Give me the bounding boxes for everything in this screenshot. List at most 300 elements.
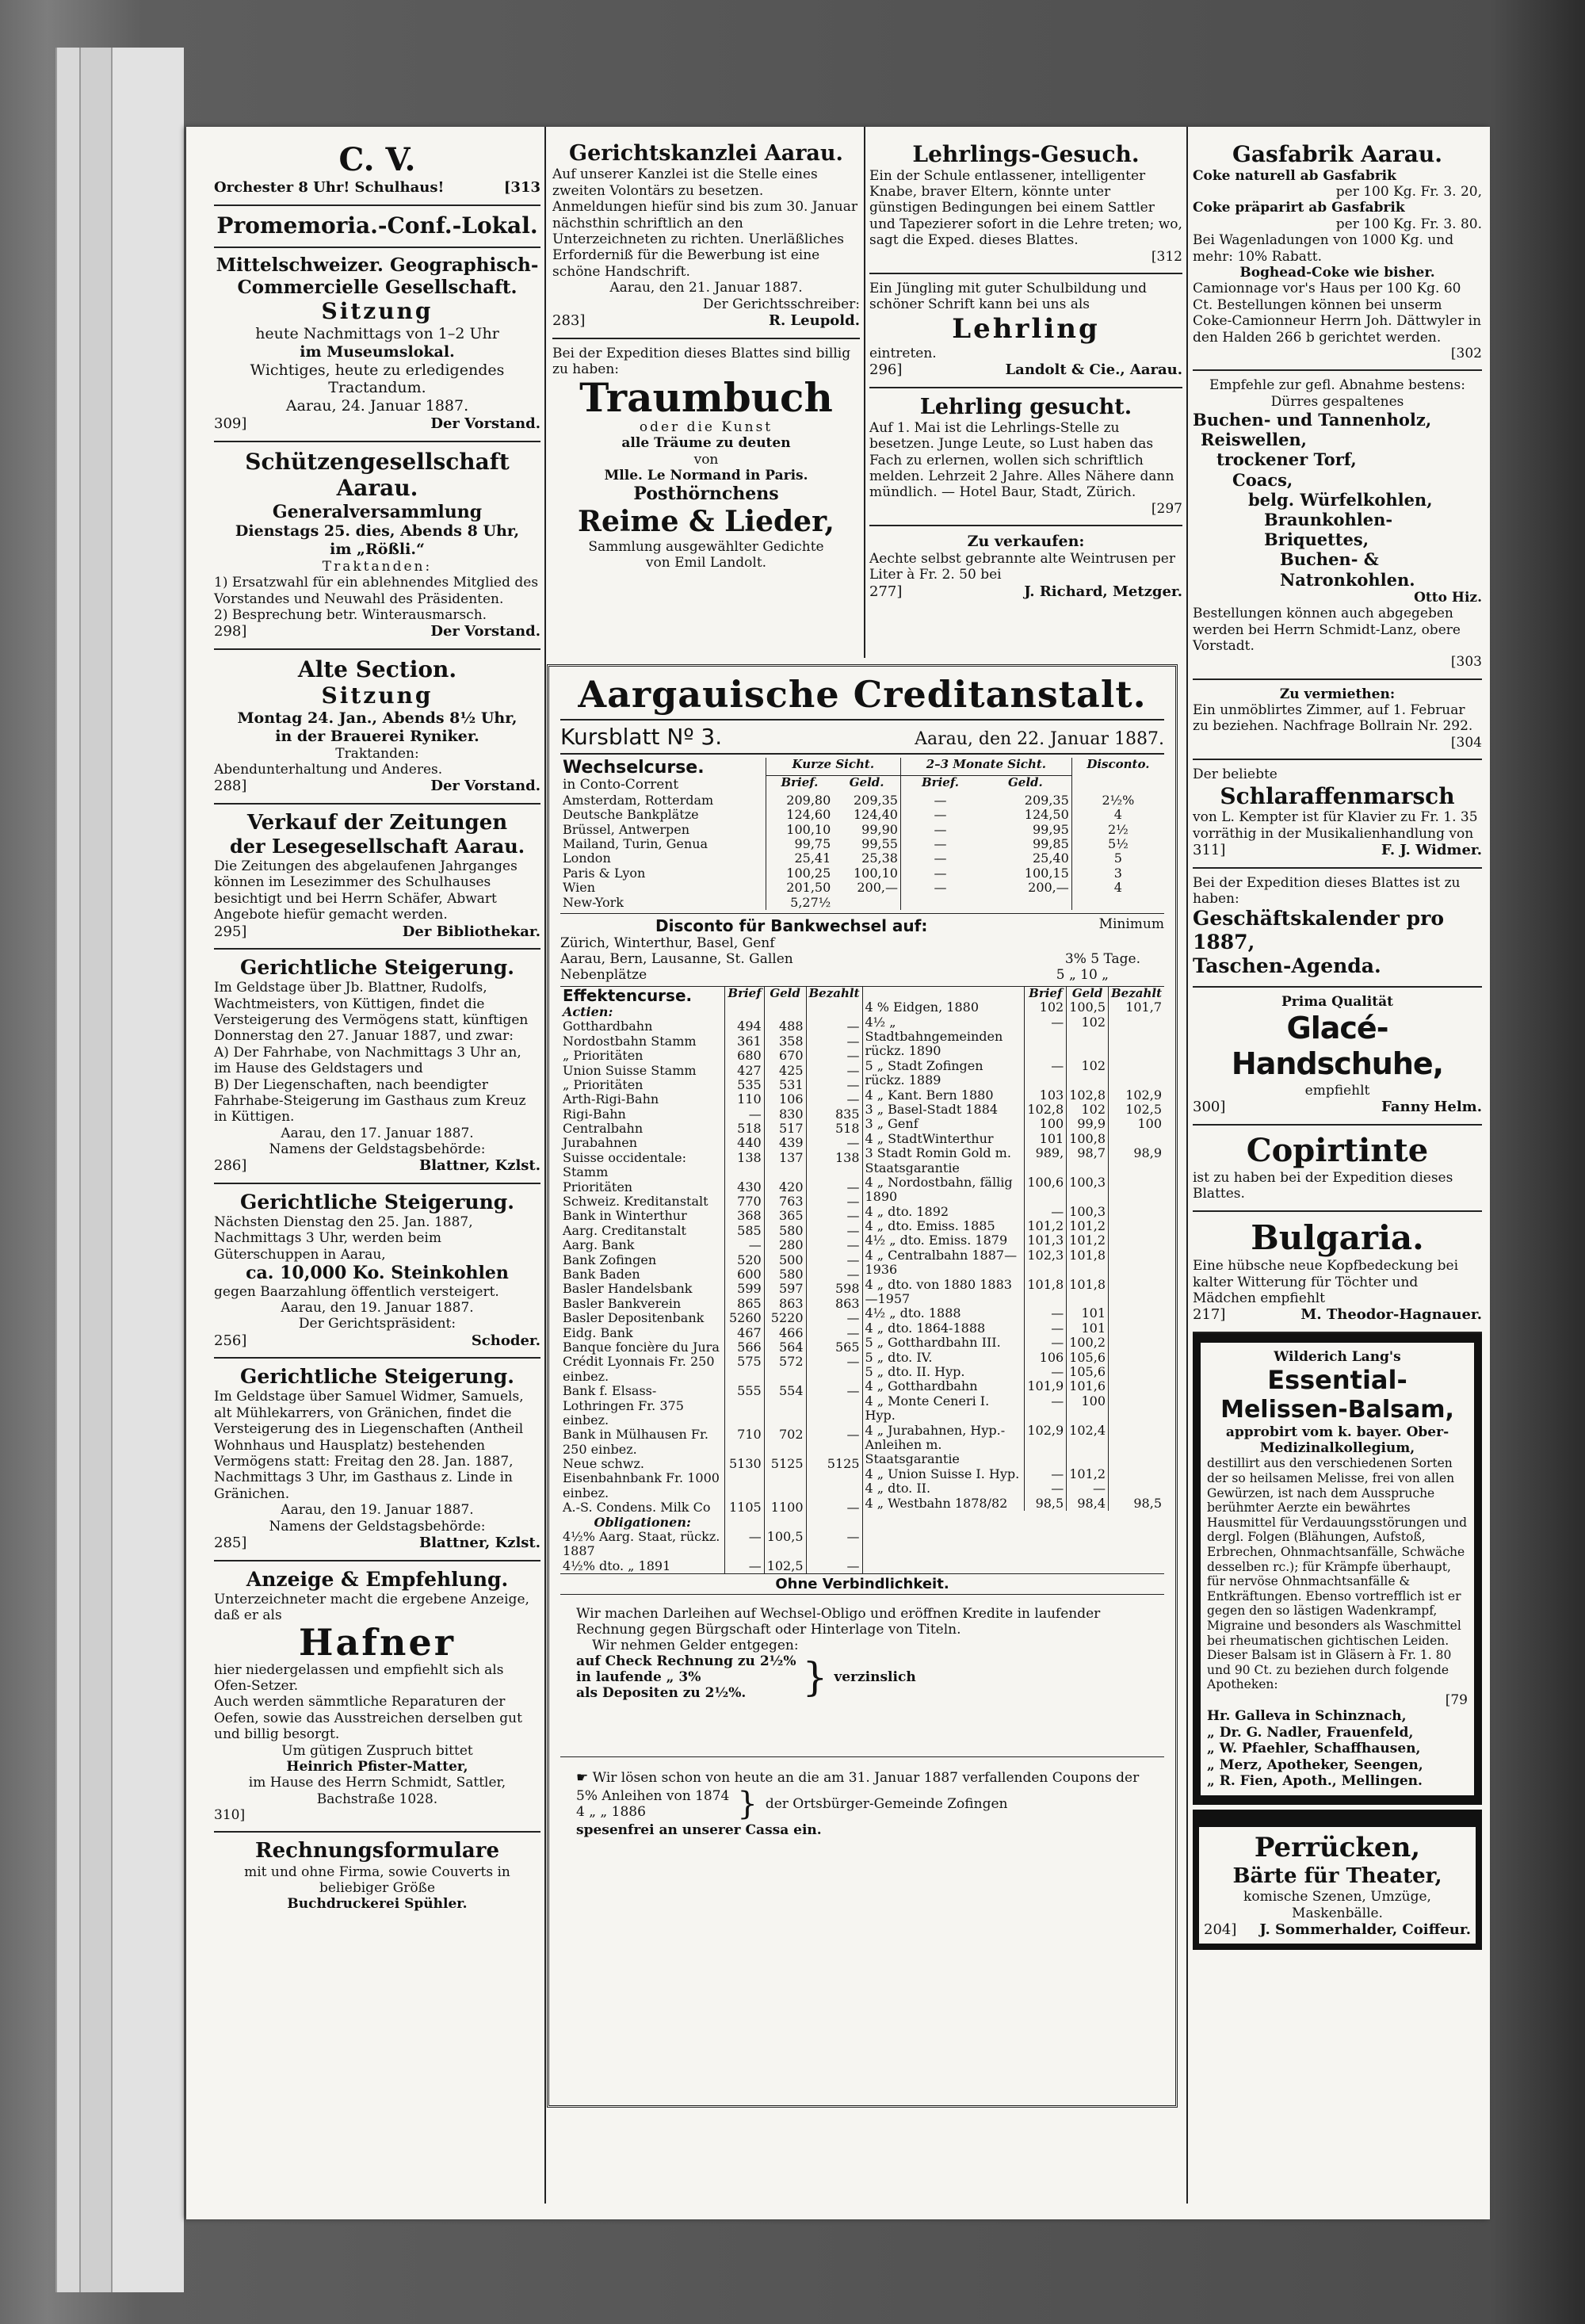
ad-ref: 288] — [214, 778, 247, 795]
actien-row — [560, 1224, 862, 1238]
ad-melissen-balsam — [1193, 1333, 1482, 1805]
ad-text: Eine hübsche neue Kopfbedeckung bei kalter Witterung für Töchter und Mädchen empfiehlt — [1193, 1258, 1459, 1306]
obligation-row — [863, 1336, 1165, 1350]
wechsel-title: Wechselcurse. — [563, 758, 705, 778]
actien-row — [560, 1034, 862, 1049]
ad-text: komische Szenen, Umzüge, Maskenbälle. — [1243, 1889, 1431, 1921]
wechsel-value: 100,15 — [1024, 865, 1069, 881]
ad-text: von Emil Landolt. — [645, 555, 767, 571]
effekten-value: 101,3 — [1025, 1233, 1067, 1248]
ad-lehrlings-gesuch — [869, 135, 1182, 274]
effekten-value: 440 — [725, 1136, 764, 1150]
disconto-min: Minimum — [1098, 915, 1164, 932]
column-rule — [1186, 127, 1188, 2204]
ad-text: hier niedergelassen und empfiehlt sich als Ofen-Setzer. — [214, 1661, 504, 1694]
actien-row — [560, 1457, 862, 1500]
actien-row — [560, 1064, 862, 1078]
ad-text: Der beliebte — [1193, 766, 1278, 783]
coupon-text: Wir lösen schon von heute an die am 31. Januar 1887 verfallenden Coupons der — [592, 1770, 1140, 1787]
effekten-value: 770 — [725, 1194, 764, 1209]
obligation-row — [863, 1132, 1165, 1146]
ad-ref: 296] — [869, 361, 903, 378]
effekten-value: 670 — [764, 1049, 806, 1063]
effekten-value: — — [1025, 1205, 1067, 1219]
ad-item: „ Dr. G. Nadler, Frauenfeld, — [1207, 1724, 1414, 1741]
effekten-value: 555 — [725, 1384, 764, 1428]
effekten-name: 4 % Eidgen, 1880 — [865, 1000, 979, 1015]
actien-row — [560, 1049, 862, 1063]
effekten-value: 5125 — [764, 1457, 806, 1500]
ad-text: Prima Qualität — [1281, 994, 1393, 1011]
effekten-value: 517 — [764, 1122, 806, 1136]
ad-item: „ Merz, Apotheker, Seengen, — [1207, 1756, 1423, 1773]
effekten-value: — — [806, 1034, 862, 1049]
wechsel-value: — — [900, 823, 980, 837]
ad-rechnung — [214, 1833, 540, 1920]
ad-steigerung-1 — [214, 950, 540, 1184]
ad-title: Bulgaria. — [1251, 1217, 1424, 1257]
ad-title: Schlaraffenmarsch — [1220, 782, 1455, 809]
ad-signature: R. Leupold. — [769, 312, 860, 329]
ad-ref: 277] — [869, 583, 903, 600]
ad-text: Namens der Geldstagsbehörde: — [269, 1518, 486, 1535]
effekten-value: 101,2 — [1067, 1219, 1109, 1233]
ad-lehrling-gesucht — [869, 388, 1182, 527]
ad-text: empfiehlt — [1304, 1082, 1370, 1099]
effekten-value: — — [806, 1064, 862, 1078]
wechsel-value: 124,50 — [1024, 807, 1069, 823]
effekten-value: 488 — [764, 1019, 806, 1034]
wechsel-value — [1071, 896, 1164, 910]
effekten-title: Effektencurse. — [563, 985, 693, 1005]
ad-text: Die Zeitungen des abgelaufenen Jahrganges können im Lesezimmer des Schulhauses besichtigt und bei Herrn Schäfer, Abwart Angebote hiefür gemacht werden. — [214, 858, 518, 923]
wechsel-value: 2½% — [1071, 793, 1164, 808]
darleihen-note: verzinslich — [834, 1669, 916, 1686]
wechsel-value: 5,27½ — [766, 896, 833, 910]
disconto-row: Nebenplätze — [560, 966, 647, 983]
ad-juengling — [869, 274, 1182, 388]
ad-text: destillirt aus den verschiedenen Sorten der so heilsamen Melisse, frei von allen Gewürzen, ist nach dem Ausspruche berühmter Aerzte ein bewährtes Hausmittel für Verdauungsstörungen und dergl. Folgen (Blähungen, Aufstoß, Erbrechen, Ohnmachtsanfälle, Schwäche desselben rc.); für Krämpfe überhaupt, für nervöse Ohnmachtsanfälle & Entkräftungen. Ebenso vortrefflich ist er gegen den so lästigen Wadenkrampf, Migraine und besonders als Waschmittel bei rheumatischen gichtischen Leiden. — [1207, 1456, 1468, 1648]
wechsel-subtitle: in Conto-Corrent — [563, 777, 679, 793]
effekten-value: — — [725, 1530, 764, 1559]
ad-steigerung-2 — [214, 1184, 540, 1359]
disconto-value: 5 „ 10 „ — [1056, 966, 1109, 983]
effekten-value — [1109, 1351, 1165, 1365]
effekten-name: Aarg. Creditanstalt — [563, 1222, 686, 1238]
ad-text: approbirt vom k. bayer. Ober-Medizinalkollegium, — [1225, 1424, 1449, 1457]
effekten-name: 4 „ Nordostbahn, fällig 1890 — [865, 1174, 1013, 1205]
effekten-value: 101 — [1067, 1306, 1109, 1321]
column-4 — [1193, 135, 1482, 1950]
effekten-name: Basler Handelsbank — [563, 1281, 693, 1297]
obligation-row — [863, 1365, 1165, 1379]
effekten-name: Jurabahnen — [563, 1135, 638, 1151]
ad-text: alle Träume zu deuten — [621, 435, 791, 452]
effekten-value: 101,9 — [1025, 1379, 1067, 1393]
effekten-value: — — [806, 1019, 862, 1034]
effekten-name: Rigi-Bahn — [563, 1106, 626, 1122]
coupon-loan: 4 „ „ 1886 — [576, 1804, 646, 1821]
effekten-value: 572 — [764, 1355, 806, 1384]
actien-row — [560, 1151, 862, 1180]
ad-date: Aarau, 24. Januar 1887. — [285, 397, 469, 415]
wechsel-value: 99,75 — [766, 837, 833, 851]
disconto-row: Aarau, Bern, Lausanne, St. Gallen — [560, 950, 793, 967]
wechsel-row — [560, 881, 1164, 895]
effekten-value — [1109, 1306, 1165, 1321]
effekten-value: 101 — [1025, 1132, 1067, 1146]
ad-title: Gasfabrik Aarau. — [1232, 141, 1442, 167]
ad-highlight: Lehrling — [952, 312, 1100, 345]
effekten-value: 100,3 — [1067, 1175, 1109, 1205]
effekten-section — [560, 986, 1164, 1573]
column-rule — [544, 127, 546, 2204]
ad-alte-section — [214, 650, 540, 805]
ad-text: Aechte selbst gebrannte alte Weintrusen per Liter à Fr. 2. 50 bei — [869, 551, 1175, 583]
effekten-value: 989, — [1025, 1146, 1067, 1175]
effekten-name: 4½ „ dto. 1888 — [865, 1305, 961, 1321]
wechsel-value: 4 — [1071, 808, 1164, 822]
effekten-value: 102,8 — [1025, 1103, 1067, 1117]
effekten-value: 420 — [764, 1180, 806, 1194]
effekten-value — [1109, 1205, 1165, 1219]
obligation-row — [863, 1467, 1165, 1481]
ad-text: Namens der Geldstagsbehörde: — [269, 1141, 486, 1158]
effekten-name: 4 „ StadtWinterthur — [865, 1130, 994, 1146]
ad-text: Bei Wagenladungen von 1000 Kg. und mehr: 10% Rabatt. — [1193, 232, 1454, 265]
obligation-row — [863, 1278, 1165, 1307]
ad-title: Melissen-Balsam, — [1220, 1395, 1454, 1424]
effekten-value: — — [1025, 1481, 1067, 1496]
ad-title: Zu verkaufen: — [967, 533, 1085, 551]
obligation-row — [863, 1117, 1165, 1131]
ad-holz — [1193, 371, 1482, 679]
wechsel-value — [900, 896, 980, 910]
ad-text: B) Der Liegenschaften, nach beendigter Fahrhabe-Steigerung im Gasthaus zum Kreuz in Küttigen. — [214, 1076, 526, 1126]
wechsel-value: 99,95 — [1032, 821, 1069, 837]
effekten-value: — — [806, 1326, 862, 1340]
ad-ref: 286] — [214, 1157, 247, 1175]
ad-perruecken — [1193, 1810, 1482, 1949]
wechsel-value: 201,50 — [766, 881, 833, 895]
darleihen-section: Wir machen Darleihen auf Wechsel-Obligo und eröffnen Kredite in laufender Rechnung gegen Bürgschaft oder Hinterlage von Titeln. Wir nehmen Gelder entgegen: auf Check Rechnung zu 2½% in laufende „ 3% als Depositen zu 2½%. } verzinslich — [560, 1606, 1164, 1701]
effekten-name: 4 „ dto. von 1880 1883—1957 — [865, 1276, 1012, 1307]
ad-text: mit und ohne Firma, sowie Couverts in beliebiger Größe — [244, 1863, 510, 1897]
wechsel-value: 124,60 — [766, 808, 833, 822]
wechsel-value — [980, 896, 1071, 910]
effekten-value: 98,5 — [1025, 1496, 1067, 1511]
wechsel-value: 25,41 — [766, 851, 833, 866]
ad-text: per 100 Kg. Fr. 3. 20, — [1335, 183, 1482, 200]
wechsel-row — [560, 896, 1164, 910]
effekten-value: 518 — [806, 1122, 862, 1136]
effekten-value: 597 — [764, 1282, 806, 1296]
wechsel-row — [560, 851, 1164, 866]
effekten-name: 4 „ Monte Ceneri I. Hyp. — [865, 1393, 990, 1424]
obligation-row — [863, 1394, 1165, 1424]
effekten-value: 5130 — [725, 1457, 764, 1500]
effekten-value: 100,3 — [1067, 1205, 1109, 1219]
actien-row — [560, 1500, 862, 1515]
effekten-name: 4 „ Gotthardbahn — [865, 1378, 978, 1394]
effekten-value: — — [725, 1107, 764, 1122]
wechsel-value: 3 — [1071, 866, 1164, 881]
ad-date: Aarau, den 19. Januar 1887. — [281, 1300, 474, 1317]
effekten-value: 863 — [764, 1297, 806, 1311]
effekten-value: 520 — [725, 1253, 764, 1267]
ad-item: Braunkohlen-Briquettes, — [1264, 510, 1393, 550]
col-header: Bezahlt — [806, 987, 862, 1005]
ad-text: Boghead-Coke wie bisher. — [1239, 264, 1435, 281]
effekten-value: 763 — [764, 1194, 806, 1209]
ad-item: „ W. Pfaehler, Schaffhausen, — [1207, 1741, 1421, 1757]
kursblatt-number: Kursblatt Nº 3. — [560, 724, 723, 750]
ad-gasfabrik — [1193, 135, 1482, 371]
effekten-value: 138 — [725, 1151, 764, 1180]
effekten-name: 4½ „ Stadtbahngemeinden rückz. 1890 — [865, 1014, 1003, 1059]
effekten-value: 110 — [725, 1092, 764, 1107]
wechsel-value: — — [900, 837, 980, 851]
effekten-value: 100 — [1067, 1394, 1109, 1424]
actien-row — [560, 1194, 862, 1209]
ad-zu-verkaufen — [869, 526, 1182, 608]
obligationen-label: Obligationen: — [594, 1514, 691, 1530]
effekten-value: — — [806, 1355, 862, 1384]
wechsel-place: Brüssel, Antwerpen — [563, 821, 690, 837]
ad-item: Buchen- und Tannenholz, — [1193, 410, 1432, 430]
ad-schlaraffenmarsch — [1193, 760, 1482, 868]
ad-bulgaria — [1193, 1212, 1482, 1333]
actien-row — [560, 1136, 862, 1150]
ad-title: Copirtinte — [1246, 1131, 1429, 1169]
actien-row — [560, 1282, 862, 1296]
col-header: Brief — [1025, 987, 1067, 1000]
effekten-value: 102 — [1067, 1059, 1109, 1088]
ad-text: oder die Kunst — [639, 419, 773, 435]
effekten-name: 4½% Aarg. Staat, rückz. 1887 — [563, 1529, 720, 1559]
ad-subtitle: Sitzung — [321, 298, 433, 325]
effekten-value: 5125 — [806, 1457, 862, 1500]
ad-signature: Der Bibliothekar. — [402, 923, 540, 940]
ad-text: Coke naturell ab Gasfabrik — [1193, 167, 1396, 184]
ad-title: Gerichtliche Steigerung. — [240, 1191, 514, 1214]
wechsel-value: 25,38 — [861, 850, 898, 866]
col-header: Brief — [725, 987, 764, 1005]
ad-title: Gerichtskanzlei Aarau. — [569, 141, 843, 166]
effekten-value: 98,5 — [1109, 1496, 1165, 1511]
effekten-value: 101,7 — [1109, 1000, 1165, 1015]
effekten-value: 1100 — [764, 1500, 806, 1515]
effekten-value: — — [1025, 1306, 1067, 1321]
effekten-value: 585 — [725, 1224, 764, 1238]
ad-traumbuch — [552, 339, 860, 579]
actien-row — [560, 1092, 862, 1107]
ad-item: „ R. Fien, Apoth., Mellingen. — [1207, 1772, 1423, 1789]
ad-title: Essential- — [1267, 1365, 1407, 1396]
effekten-value: 102,8 — [1067, 1088, 1109, 1103]
effekten-value: — — [806, 1078, 862, 1092]
effekten-name: 5 „ dto. IV. — [865, 1349, 933, 1365]
effekten-value: 137 — [764, 1151, 806, 1180]
obligation-row — [863, 1233, 1165, 1248]
wechsel-value: 5 — [1071, 851, 1164, 866]
ad-ref: 311] — [1193, 842, 1226, 859]
obligation-row — [863, 1059, 1165, 1088]
effekten-value: 680 — [725, 1049, 764, 1063]
ad-verkauf — [214, 805, 540, 950]
ad-text: Bei der Expedition dieses Blattes sind billig zu haben: — [552, 345, 851, 377]
darleihen-text: Wir nehmen Gelder entgegen: — [592, 1638, 799, 1654]
effekten-value: 5260 — [725, 1311, 764, 1325]
effekten-name: Bank f. Elsass-Lothringen Fr. 375 einbez. — [563, 1383, 684, 1428]
effekten-value: 102 — [1025, 1000, 1067, 1015]
wechsel-value: 100,10 — [854, 865, 898, 881]
ad-text: Empfehle zur gefl. Abnahme bestens: Dürres gespaltenes — [1209, 377, 1465, 410]
ad-item: trockener Torf, — [1216, 449, 1357, 470]
effekten-value: 439 — [764, 1136, 806, 1150]
effekten-value — [1109, 1175, 1165, 1205]
ad-title: Alte Section. — [297, 656, 457, 682]
ad-text: Dieser Balsam ist in Gläsern à Fr. 1. 80 und 90 Ct. zu beziehen durch folgende Apotheken: — [1207, 1648, 1452, 1692]
ad-signature: Der Vorstand. — [430, 415, 540, 432]
pointing-hand-icon: ☛ — [576, 1770, 589, 1787]
ad-schuetzen — [214, 442, 540, 650]
obligation-row — [863, 1219, 1165, 1233]
actien-row — [560, 1078, 862, 1092]
effekten-value: — — [806, 1194, 862, 1209]
obligation-row — [560, 1530, 862, 1559]
col-header: Kurze Sicht. — [766, 758, 900, 775]
ad-ref: 204] — [1204, 1921, 1237, 1939]
wechsel-place: Deutsche Bankplätze — [563, 807, 699, 823]
effekten-value: 102,4 — [1067, 1424, 1109, 1467]
effekten-name: Bank in Winterthur — [563, 1208, 687, 1224]
actien-label: Actien: — [563, 1003, 613, 1019]
ad-ref: [297 — [1151, 500, 1182, 517]
effekten-name: „ Prioritäten — [563, 1076, 644, 1092]
effekten-name: Neue schwz. Eisenbahnbank Fr. 1000 einbez. — [563, 1456, 720, 1500]
effekten-value — [1109, 1394, 1165, 1424]
ad-text: im Hause des Herrn Schmidt, Sattler, Bachstraße 1028. — [248, 1775, 506, 1807]
effekten-value: 865 — [725, 1297, 764, 1311]
ad-title: Traumbuch — [579, 374, 833, 422]
effekten-value: — — [1025, 1394, 1067, 1424]
ad-ref: 285] — [214, 1534, 247, 1551]
ad-title: Lehrling gesucht. — [919, 394, 1132, 419]
ad-item: Coacs, — [1232, 469, 1293, 490]
ad-title: Rechnungsformulare — [254, 1839, 499, 1863]
ad-text: Auf unserer Kanzlei ist die Stelle eines zweiten Volontärs zu besetzen. Anmeldungen hiefür sind bis zum 30. Januar nächsthin schriftlich an den Unterzeichneten zu richten. Unerläßliches Erforderniß für die Bewerbung ist eine schöne Handschrift. — [552, 166, 857, 280]
effekten-value: 580 — [764, 1267, 806, 1282]
effekten-value: — — [806, 1224, 862, 1238]
effekten-value: 830 — [764, 1107, 806, 1122]
ad-highlight: ca. 10,000 Ko. Steinkohlen — [246, 1263, 509, 1284]
darleihen-text: Wir machen Darleihen auf Wechsel-Obligo und eröffnen Kredite in laufender Rechnung gegen Bürgschaft oder Hinterlage von Titeln. — [576, 1606, 1101, 1638]
effekten-value: 466 — [764, 1326, 806, 1340]
obligation-row — [863, 1248, 1165, 1278]
effekten-value: — — [806, 1530, 862, 1559]
effekten-name: 4 „ Kant. Bern 1880 — [865, 1087, 994, 1103]
effekten-value: — — [806, 1092, 862, 1107]
ad-text: Abendunterhaltung und Anderes. — [214, 762, 443, 778]
wechsel-value: 200,— — [1028, 880, 1069, 896]
wechsel-row — [560, 793, 1164, 808]
ad-text: Traktanden: — [335, 745, 419, 762]
wechsel-value: 5½ — [1071, 837, 1164, 851]
ad-subtitle: Generalversammlung — [272, 501, 483, 522]
wechsel-place: Wien — [563, 880, 596, 896]
effekten-name: 5 „ dto. II. Hyp. — [865, 1363, 965, 1379]
ad-item: Hr. Galleva in Schinznach, — [1207, 1708, 1407, 1725]
wechsel-value: — — [900, 866, 980, 881]
obligation-row — [863, 1015, 1165, 1059]
effekten-value: — — [806, 1238, 862, 1252]
obligation-row — [560, 1559, 862, 1573]
actien-row — [560, 1238, 862, 1252]
actien-row — [560, 1355, 862, 1384]
obligation-row — [863, 1424, 1165, 1467]
actien-row — [560, 1384, 862, 1428]
ad-date: Aarau, den 17. Januar 1887. — [281, 1125, 474, 1141]
ad-ref: 300] — [1193, 1099, 1226, 1116]
coupon-loan: 5% Anleihen von 1874 — [576, 1788, 730, 1805]
wechsel-value: — — [900, 793, 980, 808]
wechsel-row — [560, 866, 1164, 881]
effekten-name: Crédit Lyonnais Fr. 250 einbez. — [563, 1354, 715, 1384]
effekten-value: 102,9 — [1025, 1424, 1067, 1467]
effekten-value — [1109, 1278, 1165, 1307]
wechsel-row — [560, 823, 1164, 837]
effekten-value: — — [806, 1559, 862, 1573]
ohne-verbindlichkeit: Ohne Verbindlichkeit. — [560, 1573, 1164, 1595]
obligation-row — [863, 1103, 1165, 1117]
ad-text: Montag 24. Jan., Abends 8½ Uhr, — [237, 709, 518, 728]
ad-signature: Heinrich Pfister-Matter, — [286, 1758, 468, 1775]
ad-text: Unterzeichneter macht die ergebene Anzeige, daß er als — [214, 1591, 529, 1623]
effekten-value — [1109, 1248, 1165, 1278]
ad-ref: [312 — [1151, 248, 1182, 265]
effekten-name: 4 „ dto. 1864-1888 — [865, 1320, 986, 1336]
wechsel-value: 124,40 — [854, 807, 898, 823]
ad-ref: 283] — [552, 312, 586, 329]
ad-title: C. V. — [338, 141, 416, 178]
darleihen-rate: in laufende „ 3% — [576, 1669, 701, 1686]
ad-text: Wichtiges, heute zu erledigendes Tractandum. — [250, 361, 505, 397]
ad-cv — [214, 135, 540, 206]
effekten-value: 106 — [1025, 1351, 1067, 1365]
effekten-name: 4 „ dto. Emiss. 1885 — [865, 1218, 995, 1234]
darleihen-rate: auf Check Rechnung zu 2½% — [576, 1653, 796, 1670]
effekten-value: 98,4 — [1067, 1496, 1109, 1511]
wechsel-place: London — [563, 850, 611, 866]
disconto-section — [560, 913, 1164, 983]
col-header: Brief. — [900, 775, 980, 793]
wechsel-place: New-York — [563, 894, 624, 910]
balsam-inner-box — [1199, 1341, 1476, 1797]
ad-text: Coke präparirt ab Gasfabrik — [1193, 200, 1405, 216]
newspaper-page — [186, 127, 1490, 2219]
effekten-value: — — [1025, 1015, 1067, 1059]
actien-row — [560, 1340, 862, 1355]
effekten-value: 554 — [764, 1384, 806, 1428]
credit-title: Aargauische Creditanstalt. — [560, 673, 1164, 721]
effekten-value — [1109, 1233, 1165, 1248]
wechsel-place: Mailand, Turin, Genua — [563, 836, 708, 852]
effekten-value: — — [1067, 1481, 1109, 1496]
obligation-row — [863, 1481, 1165, 1496]
effekten-name: 4 „ dto. 1892 — [865, 1203, 949, 1219]
ad-ref: [303 — [1450, 654, 1482, 671]
